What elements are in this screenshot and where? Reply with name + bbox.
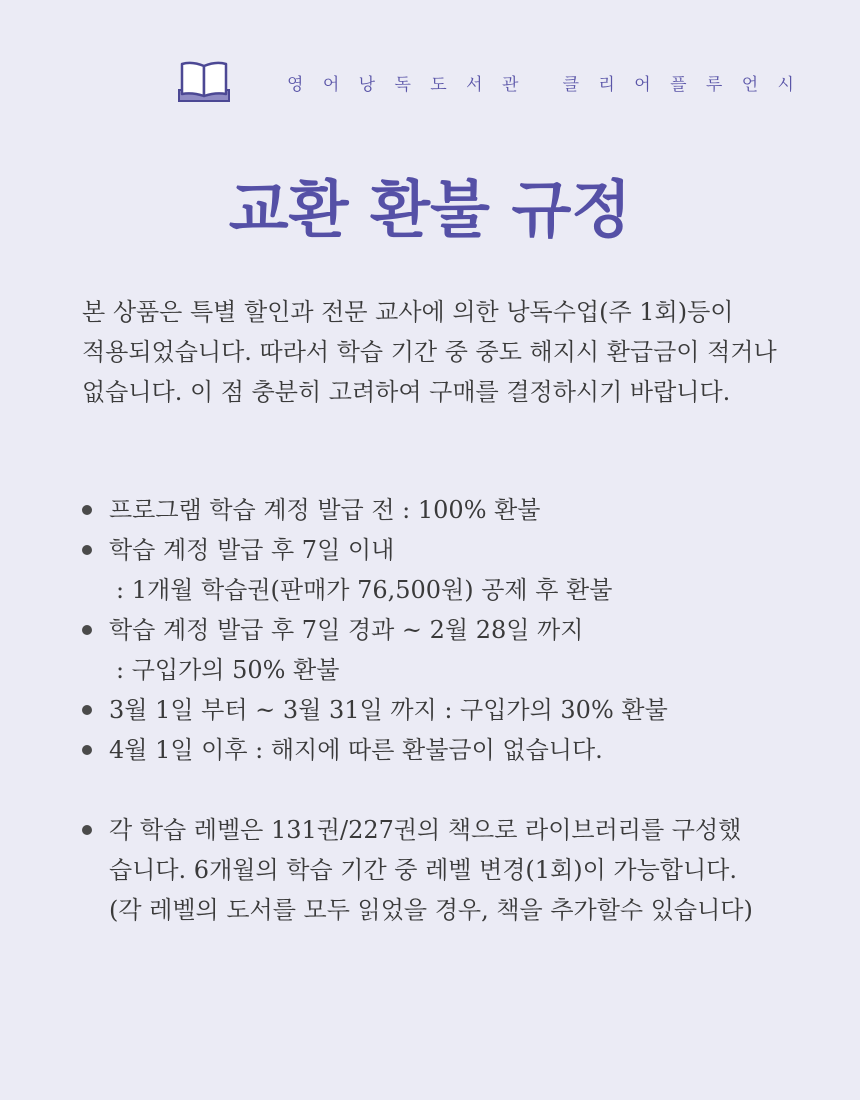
intro-paragraph: 본 상품은 특별 할인과 전문 교사에 의한 낭독수업(주 1회)등이 적용되었습니다. 따라서 학습 기간 중 중도 해지시 환급금이 적거나 없습니다. 이 점 충분히 고려하여 구매를 결정하시기 바랍니다. [82, 298, 777, 406]
open-book-icon [177, 60, 231, 104]
list-item [82, 690, 782, 730]
bullet-icon [82, 705, 92, 715]
bullet-icon [82, 825, 92, 835]
rule-text: 학습 계정 발급 후 7일 이내 [109, 536, 395, 564]
list-item [82, 730, 782, 770]
rule-text: 학습 계정 발급 후 7일 경과 ~ 2월 28일 까지 [109, 616, 584, 644]
level-info-note: (각 레벨의 도서를 모두 읽었을 경우, 책을 추가할수 있습니다) [109, 896, 753, 924]
list-item [82, 810, 792, 930]
rule-text: 4월 1일 이후 : 해지에 따른 환불금이 없습니다. [109, 736, 603, 764]
brand-name: 영 어 낭 독 도 서 관 클 리 어 플 루 언 시 [287, 74, 801, 95]
level-info-list [82, 810, 792, 930]
level-info-line: 습니다. 6개월의 학습 기간 중 레벨 변경(1회)이 가능합니다. [109, 856, 737, 884]
rule-text: 프로그램 학습 계정 발급 전 : 100% 환불 [109, 496, 541, 524]
bullet-icon [82, 745, 92, 755]
rule-text: 3월 1일 부터 ~ 3월 31일 까지 : 구입가의 30% 환불 [109, 696, 668, 724]
rule-detail: : 구입가의 50% 환불 [116, 656, 340, 684]
list-item [82, 610, 782, 690]
level-info-line: 각 학습 레벨은 131권/227권의 책으로 라이브러리를 구성했 [109, 816, 742, 844]
bullet-icon [82, 545, 92, 555]
rule-detail: : 1개월 학습권(판매가 76,500원) 공제 후 환불 [116, 576, 613, 604]
header [177, 60, 801, 104]
page-title: 교환 환불 규정 [228, 173, 632, 246]
bullet-icon [82, 625, 92, 635]
refund-rules-list [82, 490, 782, 770]
bullet-icon [82, 505, 92, 515]
list-item [82, 530, 782, 610]
list-item [82, 490, 782, 530]
